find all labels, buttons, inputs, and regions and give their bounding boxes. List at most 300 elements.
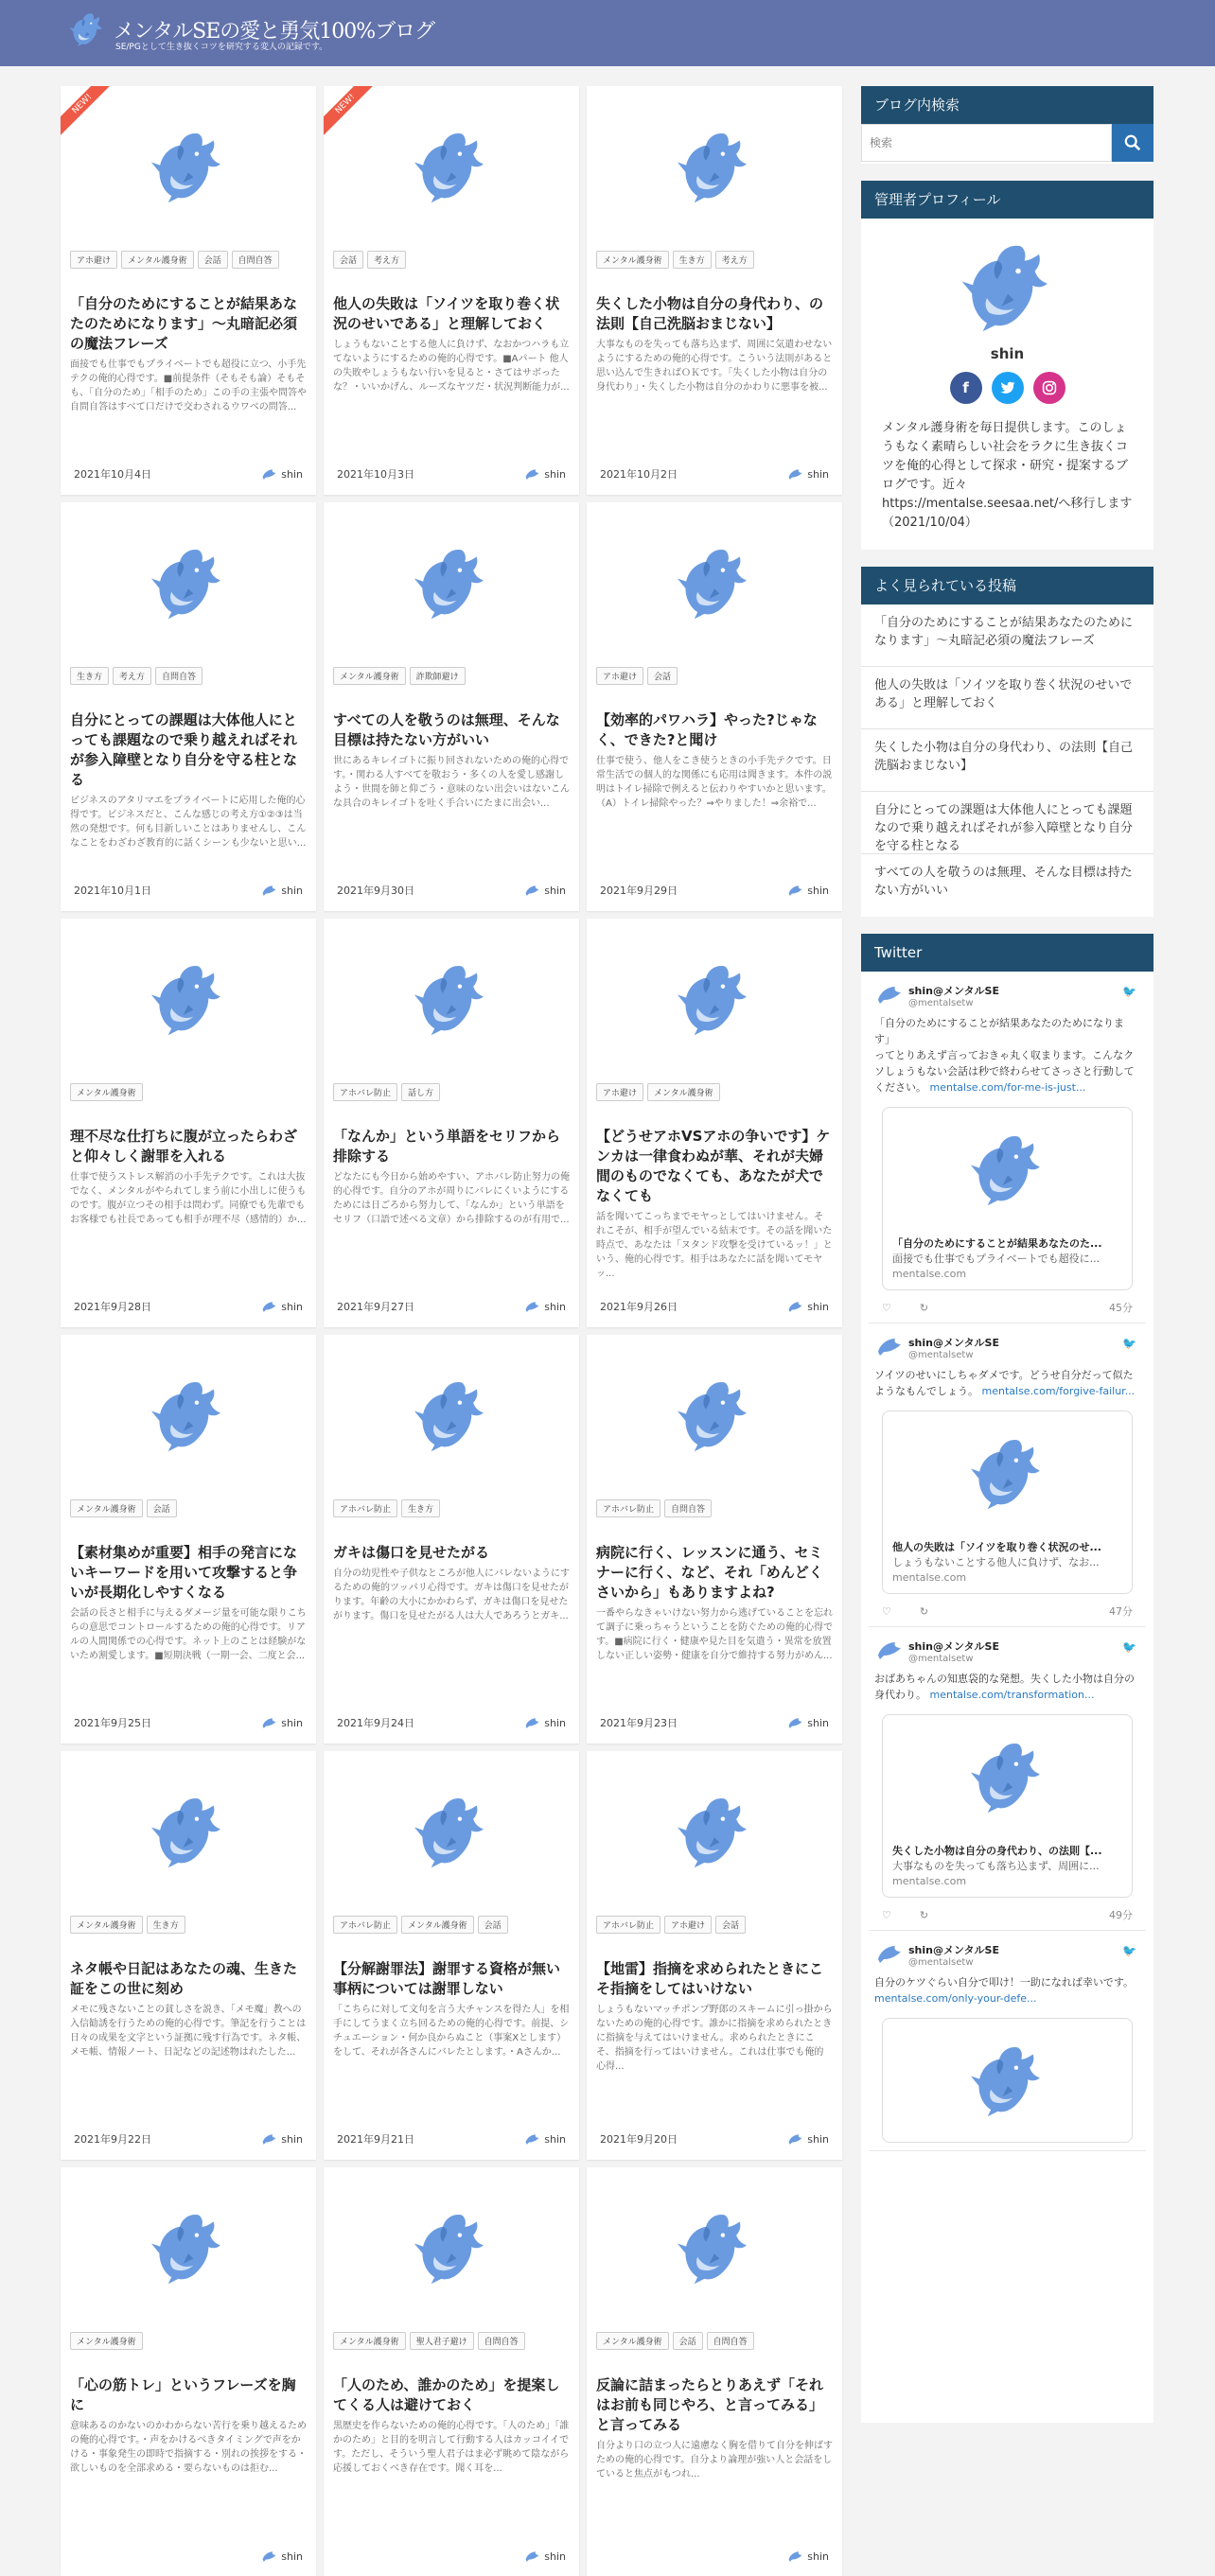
dolphin-icon (956, 239, 1060, 334)
tweet-author-handle[interactable]: @mentalsetw (908, 1654, 974, 1664)
tweet-actions (874, 1300, 1140, 1315)
new-badge: NEW! (324, 86, 380, 139)
post-title[interactable]: 自分にとっての課題は大体他人にとっても課題なので乗り越えればそれが参入障壁となり自分を守る柱となる (70, 711, 298, 788)
post-author[interactable] (523, 884, 566, 897)
twitter-bird-icon (1000, 381, 1015, 394)
post-title[interactable]: ガキは傷口を見せたがる (333, 1544, 490, 1561)
post-tag[interactable]: アホバレ防止 (333, 1083, 397, 1101)
post-tag[interactable]: メンタル護身術 (333, 667, 406, 685)
post-tags (587, 251, 842, 292)
author-avatar-icon (786, 1716, 803, 1729)
dolphin-icon (146, 129, 231, 204)
site-title[interactable]: メンタルSEの愛と勇気100%ブログ (114, 19, 435, 44)
post-thumbnail[interactable] (587, 502, 842, 663)
post-author[interactable] (523, 1716, 566, 1729)
popular-post-link[interactable]: 他人の失敗は「ソイツを取り巻く状況のせいである」と理解しておく (861, 667, 1153, 729)
post-tags (587, 1916, 842, 1957)
tweet-link-card[interactable] (882, 1411, 1133, 1594)
post-card[interactable] (324, 1335, 579, 1744)
post-card[interactable] (61, 502, 316, 911)
post-author[interactable] (786, 2550, 829, 2563)
post-excerpt: ビジネスのアタリマエをプライベートに応用した俺的心得です。ビジネスだと、こんな感じの考え方①②③は当然の発想です。何も目新しいことはありませんし、こんなことをわざわざ教育的に話くシーンも少ないと思い... (70, 796, 307, 849)
twitter-widget-title: Twitter (861, 934, 1153, 972)
post-thumbnail[interactable] (324, 1751, 579, 1912)
post-date: 2021年9月26日 (600, 1301, 678, 1313)
post-tag[interactable]: アホ避け (664, 1916, 712, 1934)
post-excerpt: 世にあるキレイゴトに振り回されないための俺的心得です。・関わる人すべてを敬おう・多くの人を愛し感謝しよう・世間を師と仰ごう・意味のない出会いはないこんな具合のキレイゴトを吐く手合いにたまに出会い... (333, 756, 570, 809)
post-date: 2021年10月3日 (337, 468, 414, 481)
post-tag[interactable]: 考え方 (113, 667, 151, 685)
post-author[interactable] (260, 884, 303, 897)
search-icon (1124, 134, 1141, 151)
tweet[interactable] (869, 972, 1146, 1323)
post-tag[interactable]: 会話 (673, 2332, 703, 2350)
post-thumbnail[interactable] (61, 1751, 316, 1912)
tweet-author-name[interactable]: shin@メンタルSE (908, 1337, 999, 1349)
post-tags (61, 1083, 316, 1125)
site-subtitle: SE/PGとして生き抜くコツを研究する変人の記録です。 (115, 43, 328, 52)
search-button[interactable] (1112, 124, 1153, 162)
post-meta (587, 2550, 842, 2563)
popular-post-link[interactable]: すべての人を敬うのは無理、そんな目標は持たない方がいい (874, 866, 1133, 898)
post-tag[interactable]: メンタル護身術 (70, 1083, 143, 1101)
post-date: 2021年9月25日 (74, 1717, 151, 1729)
post-meta (61, 1715, 316, 1730)
post-author[interactable] (786, 1300, 829, 1313)
post-excerpt: どなたにも今日から始めやすい、アホバレ防止努力の俺的心得です。自分のアホが周りにバレにくいようにするためには日ごろから努力して、「なんか」という単語をセリフ（口語で述べる文章）から排除するのが有用で... (333, 1172, 570, 1225)
post-grid (61, 86, 842, 2576)
profile-bio: メンタル護身術を毎日提供します。このしょうもなく素晴らしい社会をラクに生き抜くコツを俺的心得として探求・研究・提案するブログです。近々https://mentalse.seesaa.net/へ移行します（2021/10/04） (882, 421, 1133, 530)
dolphin-icon (409, 2210, 494, 2286)
tweet-card-domain: mentalse.com (892, 1571, 967, 1584)
post-meta (324, 2550, 579, 2563)
author-avatar-icon (523, 884, 540, 897)
tweet-card-domain: mentalse.com (892, 1268, 967, 1280)
post-tag[interactable]: アホバレ防止 (596, 1499, 660, 1517)
tweet-link-card[interactable] (882, 1107, 1133, 1290)
post-date: 2021年9月22日 (74, 2133, 151, 2146)
post-title[interactable]: 失くした小物は自分の身代わり、の法則【自己洗脳おまじない】 (596, 295, 824, 332)
post-title[interactable]: 「人のため、誰かのため」を提案してくる人は避けておく (333, 2376, 560, 2413)
post-tag[interactable]: メンタル護身術 (70, 1916, 143, 1934)
post-tag[interactable]: 生き方 (70, 667, 109, 685)
post-date: 2021年9月27日 (337, 1301, 414, 1313)
post-tag[interactable]: メンタル護身術 (401, 1916, 474, 1934)
post-excerpt: 話を聞いてこっちまでモヤっとしてはいけません。それこそが、相手が望んでいる結末です。その話を聞いた時点で、あなたは「ヌタンド攻撃を受けているッ！」という、俺的心得です。相手はあなたに話を聞いてモヤッ... (596, 1212, 833, 1279)
post-tags (324, 667, 579, 709)
tweet-body: おばあちゃんの知恵袋的な発想。失くした小物は自分の身代わり。 (874, 1673, 1135, 1701)
post-meta (587, 883, 842, 898)
post-date: 2021年9月21日 (337, 2133, 414, 2146)
profile-name: shin (990, 345, 1025, 362)
author-avatar-icon (786, 467, 803, 481)
post-tag[interactable]: 生き方 (147, 1916, 185, 1934)
tweet-card-desc: 面接でも仕事でもプライベートでも超役に... (892, 1253, 1101, 1265)
post-thumbnail[interactable] (587, 919, 842, 1079)
post-title[interactable]: 反論に詰まったらとりあえず「それはお前も同じやろ、と言ってみる」と言ってみる (596, 2376, 824, 2433)
post-tag[interactable]: 生き方 (673, 251, 712, 269)
tweet-author-handle[interactable]: @mentalsetw (908, 998, 974, 1008)
post-thumbnail[interactable] (324, 502, 579, 663)
author-name: shin (544, 1300, 566, 1313)
post-thumbnail[interactable] (587, 86, 842, 247)
tweet-link[interactable]: mentalse.com/for-me-is-just... (929, 1081, 1086, 1094)
tweet[interactable] (869, 1323, 1146, 1627)
post-author[interactable] (786, 467, 829, 481)
profile-widget (861, 219, 1153, 550)
author-avatar-icon (523, 2550, 540, 2563)
post-title[interactable]: 「自分のためにすることが結果あなたのためになります」～丸暗記必須の魔法フレーズ (70, 295, 298, 352)
post-tag[interactable]: アホ避け (70, 251, 117, 269)
tweet-card-image (883, 2019, 1132, 2142)
post-meta (324, 1299, 579, 1314)
tweet-card-image (883, 1715, 1132, 1838)
post-excerpt: しょうもないマッチポンプ野郎のスキームに引っ掛からないための俺的心得です。誰かに指摘を求められたときに指摘を与えてはいけません。求められたときにこそ、指摘を行ってはいけません。これは仕事でも俺的心得... (596, 2005, 833, 2072)
tweet-card-desc: 大事なものを失っても落ち込まず、周囲に... (892, 1860, 1100, 1872)
tweet-avatar[interactable] (874, 1638, 903, 1665)
tweet[interactable] (869, 1931, 1146, 2151)
tweet-link-card[interactable] (882, 2018, 1133, 2143)
tweet-body: 自分のケツぐらい自分で叩け！一助になれば幸いです。 (874, 1976, 1135, 1989)
tweet-author-name[interactable]: shin@メンタルSE (908, 1944, 999, 1956)
post-tag[interactable]: 考え方 (367, 251, 406, 269)
tweet-time[interactable]: 47分 (1109, 1605, 1133, 1618)
tweet-link[interactable]: mentalse.com/forgive-failur... (981, 1385, 1136, 1397)
post-author[interactable] (260, 1300, 303, 1313)
share-icon[interactable]: ↻ (919, 1908, 929, 1921)
post-tag[interactable]: 自問自答 (707, 2332, 754, 2350)
post-card[interactable] (324, 86, 579, 495)
tweet-card-desc: しょうもないことする他人に負けず、なお... (892, 1556, 1100, 1568)
dolphin-icon (409, 1794, 494, 1869)
post-tags (324, 2332, 579, 2374)
post-author[interactable] (523, 1300, 566, 1313)
post-author[interactable] (786, 884, 829, 897)
post-tag[interactable]: 会話 (147, 1499, 177, 1517)
post-date: 2021年10月1日 (74, 885, 151, 897)
author-name: shin (807, 1716, 829, 1729)
dolphin-icon (409, 545, 494, 621)
tweet-card-body (883, 1534, 1132, 1593)
post-tag[interactable]: 生き方 (401, 1499, 440, 1517)
dolphin-icon (672, 545, 757, 621)
tweet-card-title: 「自分のためにすることが結果あなたのた... (892, 1237, 1102, 1250)
post-excerpt: 一番やらなきゃいけない努力から逃げていることを忘れて調子に乗っちゃうということを防ぐための俺的心得です。■病院に行く・健康や見た目を気遣う・異常を放置しない正しい姿勢・健康を自分で維持する努力がめん... (596, 1608, 833, 1661)
tweet-card-image (883, 1108, 1132, 1231)
post-tag[interactable]: メンタル護身術 (647, 1083, 720, 1101)
author-avatar-icon (260, 884, 277, 897)
author-avatar-icon (260, 467, 277, 481)
search-widget-title: ブログ内検索 (861, 86, 1153, 124)
post-tag[interactable]: 会話 (198, 251, 228, 269)
post-card[interactable] (324, 502, 579, 911)
post-card[interactable] (324, 2167, 579, 2576)
post-excerpt: 面接でも仕事でもプライベートでも超役に立つ、小手先テクの俺的心得です。■前提条件（そもそも論）そもそも、「自分のため」「相手のため」この手の主張や問答や自問自答はすべて口だけで交わされるウワベの問答... (70, 359, 307, 412)
post-title[interactable]: 【地雷】指摘を求められたときにこそ指摘をしてはいけない (596, 1960, 824, 1997)
dolphin-icon (965, 1739, 1050, 1814)
post-author[interactable] (786, 2132, 829, 2146)
post-author[interactable] (523, 467, 566, 481)
author-avatar-icon (523, 467, 540, 481)
tweet-header (874, 983, 1140, 1009)
post-author[interactable] (260, 2132, 303, 2146)
post-excerpt: 大事なものを失っても落ち込まず、周囲に気遣わせないようにするための俺的心得です。こういう法則があると思い込んで生きればＯＫです。「失くした小物は自分の身代わり」・失くした小物は自分のかわりに悪事を被... (596, 340, 833, 393)
post-author[interactable] (523, 2550, 566, 2563)
tweet-header (874, 1335, 1140, 1361)
post-date: 2021年9月30日 (337, 885, 414, 897)
post-thumbnail[interactable] (324, 919, 579, 1079)
post-excerpt: 仕事で使う、他人をこき使うときの小手先テクです。日常生活での個人的な関係にも応用は聞きます。本件の説明はトイレ掃除で例えると伝わりやすいかと思います。（A）トイレ掃除やった？⇒やりました！⇒余裕で... (596, 756, 833, 809)
share-icon[interactable]: ↻ (919, 1301, 929, 1314)
dolphin-avatar-icon (874, 983, 903, 1006)
post-tag[interactable]: メンタル護身術 (333, 2332, 406, 2350)
post-thumbnail[interactable] (587, 1751, 842, 1912)
post-thumbnail[interactable] (324, 1335, 579, 1496)
post-excerpt: 意味あるのかないのかわからない苦行を乗り越えるための俺的心得です。・声をかけるべきタイミングで声をかける・事象発生の即時で指摘する・別れの挨拶をする・欲しいものを全部求める・要らないものは拒む... (70, 2421, 307, 2474)
author-name: shin (544, 1716, 566, 1729)
post-thumbnail[interactable] (61, 86, 316, 247)
dolphin-icon (965, 1131, 1050, 1207)
post-title[interactable]: 「心の筋トレ」というフレーズを胸に (70, 2376, 296, 2413)
post-thumbnail[interactable] (61, 919, 316, 1079)
post-tags (324, 1916, 579, 1957)
post-card[interactable] (587, 2167, 842, 2576)
post-card[interactable] (587, 1751, 842, 2160)
dolphin-icon (146, 961, 231, 1037)
post-tag[interactable]: 自問自答 (232, 251, 279, 269)
sidebar (861, 86, 1153, 2423)
tweet-card-body (883, 1231, 1132, 1289)
tweet-link-card[interactable] (882, 1714, 1133, 1898)
post-meta (587, 2131, 842, 2147)
author-avatar-icon (260, 2550, 277, 2563)
tweet-link[interactable]: mentalse.com/only-your-defe... (874, 1992, 1037, 2005)
post-tag[interactable]: メンタル護身術 (70, 1499, 143, 1517)
post-title[interactable]: 【素材集めが重要】相手の発言にないキーワードを用いて攻撃すると争いが長期化しやすくなる (70, 1544, 298, 1601)
like-icon[interactable]: ♡ (882, 1604, 891, 1618)
post-card[interactable] (324, 919, 579, 1327)
like-icon[interactable]: ♡ (882, 1301, 891, 1314)
post-thumbnail[interactable] (61, 502, 316, 663)
tweet-card-domain: mentalse.com (892, 1875, 967, 1887)
dolphin-icon (146, 545, 231, 621)
dolphin-icon (146, 1794, 231, 1869)
tweet-author-handle[interactable]: @mentalsetw (908, 1350, 974, 1360)
dolphin-icon (146, 2210, 231, 2286)
tweet-time[interactable]: 49分 (1109, 1909, 1133, 1921)
post-tag[interactable]: 話し方 (401, 1083, 440, 1101)
post-excerpt: 黒歴史を作らないための俺的心得です。「人のため」「誰かのため」と目的を明言して行動する人はカッコイイです。ただし、そういう聖人君子はま必ず眺めて陰ながら応援しておくべき存在です。聞く耳を... (333, 2421, 570, 2474)
post-tags (587, 1499, 842, 1541)
post-title[interactable]: 病院に行く、レッスンに通う、セミナーに行く、など、それ「めんどくさいから」もありますよね? (596, 1544, 823, 1601)
like-icon[interactable]: ♡ (882, 1908, 891, 1921)
post-excerpt: しょうもないことする他人に負けず、なおかつハラも立てないようにするための俺的心得です。■Aパート 他人の失敗やしょうもない行いを見ると・さてはサボったな？・いいかげん、ルーズなヤツだ・状況判断能力が... (333, 340, 570, 393)
post-title[interactable]: 理不尽な仕打ちに腹が立ったらわざと仰々しく謝罪を入れる (70, 1128, 298, 1165)
dolphin-avatar-icon (874, 1638, 903, 1661)
post-meta (61, 883, 316, 898)
post-meta (61, 1299, 316, 1314)
tweet-body: ソイツのせいにしちゃダメです。どうせ自分だって似たようなもんでしょう。 (874, 1369, 1134, 1397)
popular-post-link[interactable]: 「自分のためにすることが結果あなたのためになります」～丸暗記必須の魔法フレーズ (861, 605, 1153, 667)
tweet[interactable] (869, 1627, 1146, 1931)
twitter-logo-icon[interactable]: 🐦 (1122, 985, 1136, 998)
tweet-actions (874, 1603, 1140, 1619)
post-tag[interactable]: メンタル護身術 (596, 251, 669, 269)
post-title[interactable]: 【どうせアホVSアホの争いです】ケンカは一律食わぬが華、それが夫婦間のものでなくても、あなたが犬でなくても (596, 1128, 831, 1204)
post-tags (324, 1083, 579, 1125)
tweet-link[interactable]: mentalse.com/transformation... (929, 1689, 1095, 1701)
site-header (0, 0, 1215, 66)
post-author[interactable] (260, 467, 303, 481)
author-name: shin (807, 467, 829, 481)
post-excerpt: 自分より口の立つ人に遠慮なく胸を借りて自分を伸ばすための俺的心得です。自分より論理が強い人と会話をしていると焦点がもつれ... (596, 2441, 833, 2480)
popular-post-link[interactable]: 自分にとっての課題は大体他人にとっても課題なので乗り越えればそれが参入障壁となり自分を守る柱となる (861, 792, 1153, 854)
post-date: 2021年10月2日 (600, 468, 678, 481)
post-tag[interactable]: 会話 (333, 251, 363, 269)
post-tags (587, 2332, 842, 2374)
post-tag[interactable]: 考え方 (715, 251, 754, 269)
post-card[interactable] (61, 86, 316, 495)
author-name: shin (807, 1300, 829, 1313)
post-meta (587, 466, 842, 482)
dolphin-icon (965, 2042, 1050, 2118)
post-title[interactable]: すべての人を敬うのは無理、そんな目標は持たない方がいい (333, 711, 560, 748)
post-tags (587, 667, 842, 709)
post-thumbnail[interactable] (587, 2167, 842, 2328)
post-tag[interactable]: 自問自答 (478, 2332, 525, 2350)
post-tags (61, 1916, 316, 1957)
author-avatar-icon (523, 1716, 540, 1729)
post-date: 2021年9月28日 (74, 1301, 151, 1313)
post-thumbnail[interactable] (324, 2167, 579, 2328)
post-tag[interactable]: 会話 (715, 1916, 746, 1934)
author-name: shin (281, 1300, 303, 1313)
twitter-logo-icon[interactable]: 🐦 (1122, 1337, 1136, 1350)
dolphin-icon (672, 961, 757, 1037)
profile-widget-title: 管理者プロフィール (861, 181, 1153, 219)
post-tag[interactable]: メンタル護身術 (596, 2332, 669, 2350)
post-excerpt: メモに残さないことの貧しさを説き、「メモ魔」教への入信勧誘を行うための俺的心得です。筆記を行うことは日々の成果を文字という証拠に残す行為です。ネタ帳、メモ帳、情報ノート、日記などの記述物はれたした... (70, 2005, 307, 2058)
dolphin-icon (672, 1794, 757, 1869)
profile-avatar (882, 239, 1133, 338)
author-avatar-icon (260, 1716, 277, 1729)
post-thumbnail[interactable] (587, 1335, 842, 1496)
tweet-avatar[interactable] (874, 1335, 903, 1361)
post-title[interactable]: 【分解謝罪法】謝罪する資格が無い事柄については謝罪しない (333, 1960, 561, 1997)
popular-post-link[interactable]: 失くした小物は自分の身代わり、の法則【自己洗脳おまじない】 (861, 729, 1153, 792)
post-title[interactable]: 【効率的パワハラ】やった?じゃなく、できた?と聞け (596, 711, 818, 748)
post-title[interactable]: 他人の失敗は「ソイツを取り巻く状況のせいである」と理解しておく (333, 295, 560, 332)
post-card[interactable] (587, 919, 842, 1327)
post-tag[interactable]: アホバレ防止 (333, 1499, 397, 1517)
author-avatar-icon (523, 1300, 540, 1313)
post-tag[interactable]: 聖人君子避け (410, 2332, 474, 2350)
post-meta (324, 2131, 579, 2147)
post-card[interactable] (587, 86, 842, 495)
tweet-card-image (883, 1411, 1132, 1534)
post-author[interactable] (786, 1716, 829, 1729)
popular-posts (861, 605, 1153, 917)
tweet-avatar[interactable] (874, 983, 903, 1009)
tweet-card-title: 他人の失敗は「ソイツを取り巻く状況のせ... (892, 1541, 1101, 1553)
post-tag[interactable]: 自問自答 (155, 667, 202, 685)
post-author[interactable] (260, 1716, 303, 1729)
author-name: shin (544, 2550, 566, 2563)
tweet-header (874, 1942, 1140, 1969)
post-excerpt: 会話の長さと相手に与えるダメージ量を可能な限りこちらの意思でコントロールするための俺的心得です。リアルの人間関係での心得です。ネット上のことは経験がないため割愛します。■短期決戦（一期一会、二度と会... (70, 1608, 307, 1661)
logo-dolphin-icon (66, 11, 108, 47)
post-card[interactable] (61, 1751, 316, 2160)
tweet-text (874, 1015, 1140, 1095)
author-avatar-icon (786, 1300, 803, 1313)
tweet-time[interactable]: 45分 (1109, 1302, 1133, 1314)
post-tag[interactable]: 会話 (647, 667, 678, 685)
tweet-author-name[interactable]: shin@メンタルSE (908, 985, 999, 997)
twitter-logo-icon[interactable]: 🐦 (1122, 1944, 1136, 1957)
post-tag[interactable]: メンタル護身術 (121, 251, 194, 269)
post-card[interactable] (324, 1751, 579, 2160)
tweet-avatar[interactable] (874, 1942, 903, 1969)
twitter-icon[interactable] (992, 372, 1024, 404)
author-avatar-icon (260, 1300, 277, 1313)
post-author[interactable] (523, 2132, 566, 2146)
author-name: shin (281, 884, 303, 897)
post-card[interactable] (61, 1335, 316, 1744)
post-card[interactable] (61, 2167, 316, 2576)
instagram-glyph-icon (1042, 380, 1057, 395)
tweet-author-handle[interactable]: @mentalsetw (908, 1957, 974, 1968)
author-name: shin (281, 467, 303, 481)
post-card[interactable] (587, 502, 842, 911)
post-title[interactable]: 「なんか」という単語をセリフから排除する (333, 1128, 561, 1165)
twitter-logo-icon[interactable]: 🐦 (1122, 1640, 1136, 1654)
post-tag[interactable]: 会話 (478, 1916, 508, 1934)
post-meta (587, 1715, 842, 1730)
post-tag[interactable]: 自問自答 (664, 1499, 712, 1517)
author-name: shin (544, 2132, 566, 2146)
search-input[interactable] (861, 124, 1112, 162)
dolphin-icon (965, 1435, 1050, 1511)
tweet-card-title: 失くした小物は自分の身代わり、の法則【... (892, 1845, 1102, 1857)
post-tag[interactable]: アホバレ防止 (333, 1916, 397, 1934)
author-name: shin (807, 884, 829, 897)
post-card[interactable] (61, 919, 316, 1327)
post-tags (61, 2332, 316, 2374)
post-tag[interactable]: アホ避け (596, 667, 643, 685)
facebook-icon[interactable]: f (950, 372, 982, 404)
post-thumbnail[interactable] (61, 2167, 316, 2328)
tweet-author-name[interactable]: shin@メンタルSE (908, 1640, 999, 1653)
author-name: shin (281, 2550, 303, 2563)
author-avatar-icon (260, 2132, 277, 2146)
post-excerpt: 仕事で使うストレス解消の小手先テクです。これは大抜でなく、メンタルがやられてしまう前に小出しに使うものです。腹が立つその相手は問わず。同僚でも先輩でもお客様でも社長であっても相手が理不尽（感情的）か... (70, 1172, 307, 1225)
dolphin-icon (672, 1377, 757, 1453)
post-author[interactable] (260, 2550, 303, 2563)
share-icon[interactable]: ↻ (919, 1604, 929, 1618)
post-tag[interactable]: アホ避け (596, 1083, 643, 1101)
post-thumbnail[interactable] (324, 86, 579, 247)
post-excerpt: 自分の幼児性や子供なところが他人にバレないようにするための俺的ツッパリ心得です。ガキは傷口を見せたがります。年齢の大小にかかわらず、ガキは傷口を見せたがります。傷口を見せたがる人は大人であろうとガキ... (333, 1568, 570, 1621)
post-tag[interactable]: アホバレ防止 (596, 1916, 660, 1934)
post-title[interactable]: ネタ帳や日記はあなたの魂、生きた証をこの世に刻め (70, 1960, 298, 1997)
post-tag[interactable]: 詐欺師避け (410, 667, 466, 685)
post-thumbnail[interactable] (61, 1335, 316, 1496)
post-tag[interactable]: メンタル護身術 (70, 2332, 143, 2350)
tweet-text (874, 1974, 1140, 2006)
post-card[interactable] (587, 1335, 842, 1744)
twitter-timeline (861, 972, 1153, 2423)
instagram-icon[interactable] (1033, 372, 1065, 404)
